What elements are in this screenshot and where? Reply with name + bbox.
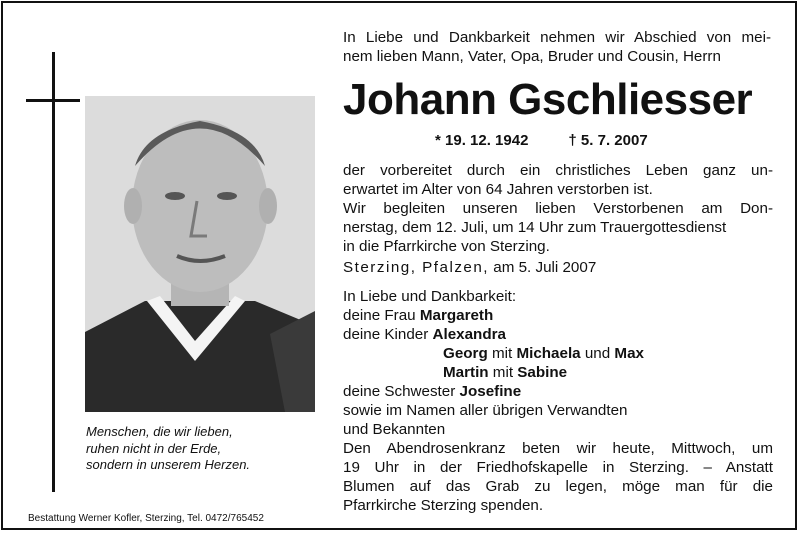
mourner-sister <box>343 382 773 401</box>
life-dates <box>435 132 688 149</box>
rosary-line: Pfarrkirche Sterzing spenden. <box>343 497 544 514</box>
mourner-children <box>343 325 773 344</box>
quote-line: ruhen nicht in der Erde, <box>86 440 222 456</box>
obituary-passage <box>343 161 773 256</box>
mourners-heading: In Liebe und Dankbarkeit: <box>343 288 517 305</box>
relation-label: deine Schwester <box>343 383 456 400</box>
intro-text <box>343 28 771 66</box>
rosary-line: Den Abendrosenkranz beten wir heute, Mittwoch, um <box>343 440 773 457</box>
connector: mit <box>492 364 514 381</box>
rosary-line: 19 Uhr in der Friedhofskapelle in Sterzing. – Anstatt <box>343 459 773 476</box>
place-date-line <box>343 258 773 277</box>
mourners-list <box>343 287 773 439</box>
passage-line: der vorbereitet durch ein christliches Leben ganz un- <box>343 162 773 179</box>
relation-label: deine Frau <box>343 307 416 324</box>
mourner-wife <box>343 306 773 325</box>
mourner-name: Max <box>614 345 644 362</box>
passage-line: in die Pfarrkirche von Sterzing. <box>343 238 550 255</box>
connector: mit <box>491 345 513 362</box>
mourner-name: Margareth <box>419 307 494 324</box>
rosary-notice <box>343 439 773 515</box>
mourner-name: Georg <box>443 345 488 362</box>
quote-line: Menschen, die wir lieben, <box>86 424 233 439</box>
intro-line: In Liebe und Dankbarkeit nehmen wir Abschied von mei- <box>343 29 771 46</box>
mourner-child-family <box>343 344 773 363</box>
passage-line: nerstag, dem 12. Juli, um 14 Uhr zum Trauergottesdienst <box>343 219 727 236</box>
passage-line: Wir begleiten unseren lieben Verstorbenen am Don- <box>343 200 773 217</box>
mourner-name: Alexandra <box>432 326 506 343</box>
deceased-name: Johann Gschliesser <box>343 75 753 124</box>
mourner-name: Michaela <box>516 345 581 362</box>
death-date: † 5. 7. 2007 <box>568 132 648 149</box>
mourner-child-family <box>343 363 773 382</box>
funeral-home-footer: Bestattung Werner Kofler, Sterzing, Tel. 0472/765452 <box>28 513 264 524</box>
cross-icon <box>52 52 55 492</box>
mourners-others: und Bekannten <box>343 421 446 438</box>
mourner-name: Sabine <box>517 364 568 381</box>
connector: und <box>584 345 611 362</box>
mourner-name: Martin <box>443 364 489 381</box>
rosary-line: Blumen auf das Grab zu legen, möge man für die <box>343 478 773 495</box>
quote-line: sondern in unserem Herzen. <box>86 457 251 472</box>
birth-date: * 19. 12. 1942 <box>435 132 529 149</box>
portrait-photo <box>85 96 315 412</box>
place: Sterzing, Pfalzen, <box>343 259 490 276</box>
intro-line: nem lieben Mann, Vater, Opa, Bruder und Cousin, Herrn <box>343 48 721 65</box>
cross-icon-bar <box>26 99 80 102</box>
date: am 5. Juli 2007 <box>493 259 597 276</box>
relation-label: deine Kinder <box>343 326 429 343</box>
passage-line: erwartet im Alter von 64 Jahren verstorben ist. <box>343 181 653 198</box>
mourner-name: Josefine <box>459 383 522 400</box>
memorial-quote <box>86 424 326 474</box>
mourners-others: sowie im Namen aller übrigen Verwandten <box>343 402 628 419</box>
